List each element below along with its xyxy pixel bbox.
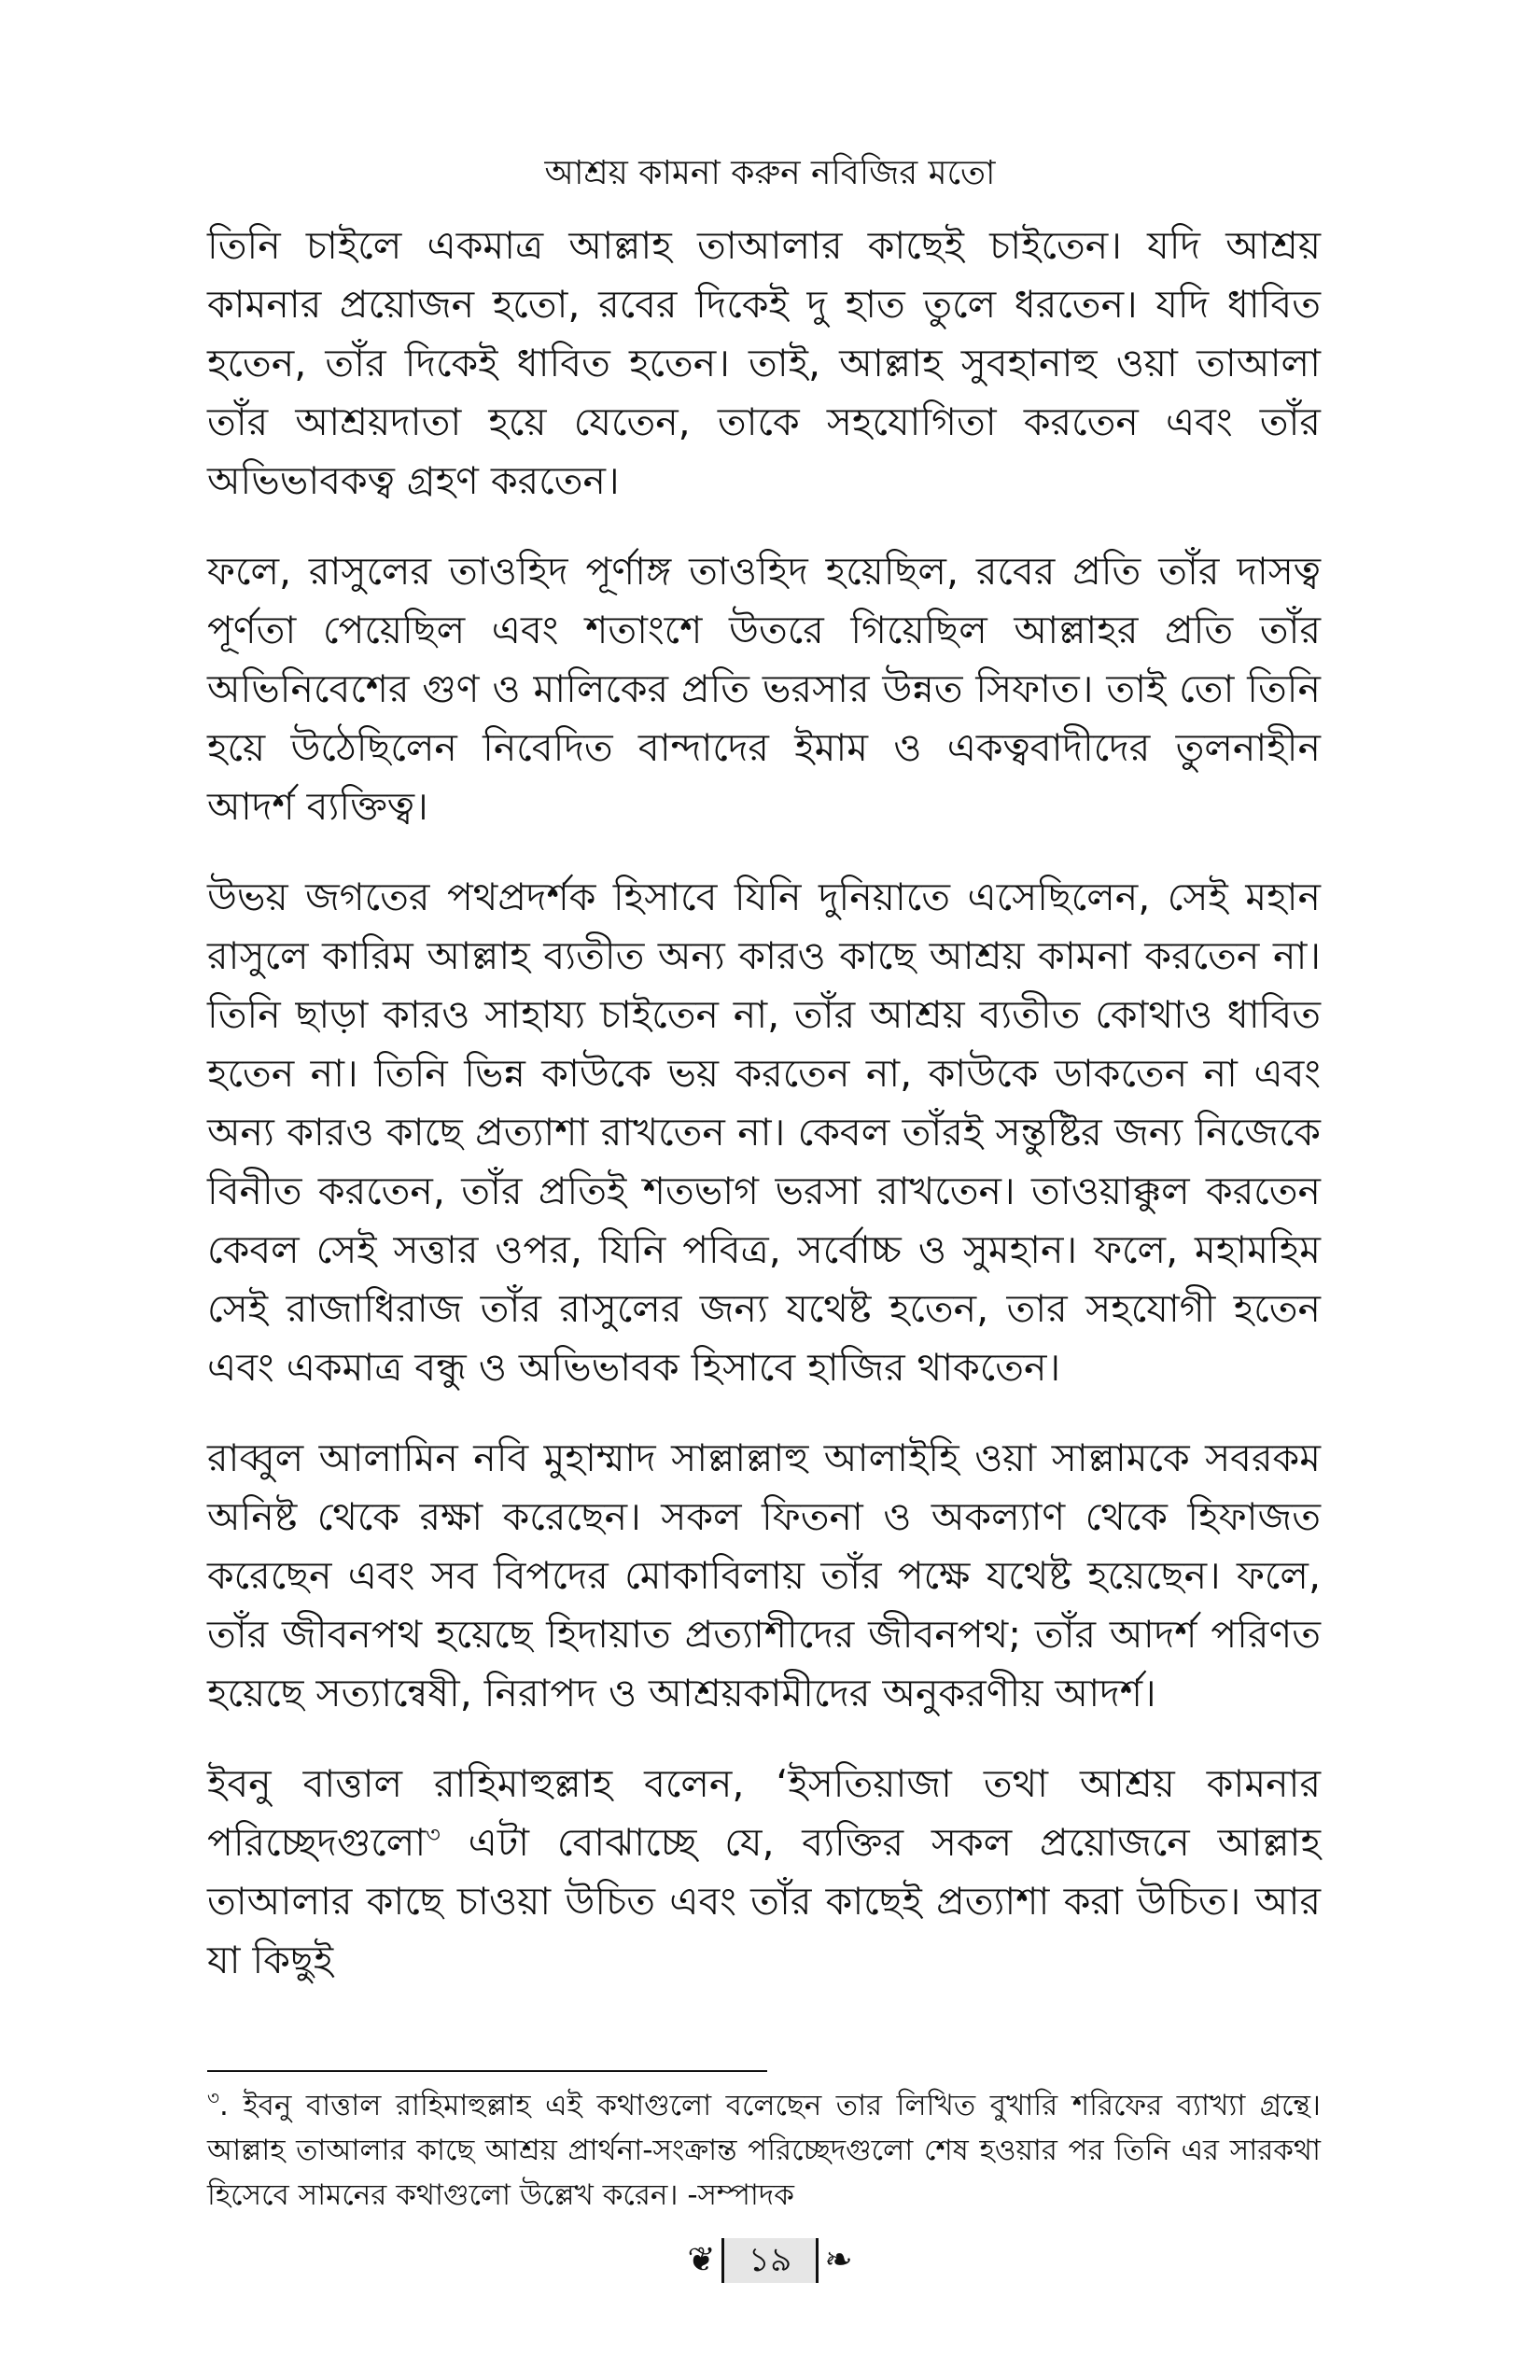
footnote-mark: ৩ bbox=[207, 2086, 220, 2109]
right-ornament-icon: ❧ bbox=[824, 2241, 853, 2279]
running-title: আশ্রয় কামনা করুন নবিজির মতো bbox=[544, 154, 996, 192]
footnote-reference[interactable]: ৩ bbox=[426, 1821, 441, 1848]
paragraph-5-text-b: এটা বোঝাচ্ছে যে, ব্যক্তির সকল প্রয়োজনে আল্লাহ তাআলার কাছে চাওয়া উচিত এবং তাঁর কাছেই প্রত্যাশা করা উচিত। আর যা কিছুই bbox=[207, 1820, 1321, 1982]
page-number: ১৯ bbox=[721, 2238, 819, 2283]
paragraph-1: তিনি চাইলে একমাত্র আল্লাহ তাআলার কাছেই চাইতেন। যদি আশ্রয় কামনার প্রয়োজন হতো, রবের দিকেই দু হাত তুলে ধরতেন। যদি ধাবিত হতেন, তাঁর দিকেই ধাবিত হতেন। তাই, আল্লাহ সুবহানাহু ওয়া তাআলা তাঁর আশ্রয়দাতা হয়ে যেতেন, তাকে সহযোগিতা করতেন এবং তাঁর অভিভাবকত্ব গ্রহণ করতেন। bbox=[207, 223, 1321, 503]
paragraph-5 bbox=[207, 1755, 1321, 1990]
footnote-text: . ইবনু বাত্তাল রাহিমাহুল্লাহ এই কথাগুলো বলেছেন তার লিখিত বুখারি শরিফের ব্যাখ্যা গ্রন্থে। আল্লাহ তাআলার কাছে আশ্রয় প্রার্থনা-সংক্রান্ত পরিচ্ছেদগুলো শেষ হওয়ার পর তিনি এর সারকথা হিসেবে সামনের কথাগুলো উল্লেখ করেন। -সম্পাদক bbox=[207, 2089, 1321, 2212]
page-header bbox=[0, 151, 1540, 196]
paragraph-5-text-a: ইবনু বাত্তাল রাহিমাহুল্লাহ বলেন, ‘ইসতিয়াজা তথা আশ্রয় কামনার পরিচ্ছেদগুলো bbox=[207, 1761, 1321, 1865]
page-number-block bbox=[0, 2238, 1540, 2283]
paragraph-4: রাব্বুল আলামিন নবি মুহাম্মাদ সাল্লাল্লাহু আলাইহি ওয়া সাল্লামকে সবরকম অনিষ্ট থেকে রক্ষা করেছেন। সকল ফিতনা ও অকল্যাণ থেকে হিফাজত করেছেন এবং সব বিপদের মোকাবিলায় তাঁর পক্ষে যথেষ্ট হয়েছেন। ফলে, তাঁর জীবনপথ হয়েছে হিদায়াত প্রত্যাশীদের জীবনপথ; তাঁর আদর্শ পরিণত হয়েছে সত্যান্বেষী, নিরাপদ ও আশ্রয়কামীদের অনুকরণীয় আদর্শ। bbox=[207, 1435, 1321, 1715]
paragraph-2: ফলে, রাসুলের তাওহিদ পূর্ণাঙ্গ তাওহিদ হয়েছিল, রবের প্রতি তাঁর দাসত্ব পূর্ণতা পেয়েছিল এবং শতাংশে উতরে গিয়েছিল আল্লাহর প্রতি তাঁর অভিনিবেশের গুণ ও মালিকের প্রতি ভরসার উন্নত সিফাত। তাই তো তিনি হয়ে উঠেছিলেন নিবেদিত বান্দাদের ইমাম ও একত্ববাদীদের তুলনাহীন আদর্শ ব্যক্তিত্ব। bbox=[207, 549, 1321, 829]
footnote-divider bbox=[207, 2070, 767, 2072]
left-ornament-icon: ❦ bbox=[687, 2241, 716, 2279]
paragraph-3: উভয় জগতের পথপ্রদর্শক হিসাবে যিনি দুনিয়াতে এসেছিলেন, সেই মহান রাসুলে কারিম আল্লাহ ব্যতীত অন্য কারও কাছে আশ্রয় কামনা করতেন না। তিনি ছাড়া কারও সাহায্য চাইতেন না, তাঁর আশ্রয় ব্যতীত কোথাও ধাবিত হতেন না। তিনি ভিন্ন কাউকে ভয় করতেন না, কাউকে ডাকতেন না এবং অন্য কারও কাছে প্রত্যাশা রাখতেন না। কেবল তাঁরই সন্তুষ্টির জন্য নিজেকে বিনীত করতেন, তাঁর প্রতিই শতভাগ ভরসা রাখতেন। তাওয়াক্কুল করতেন কেবল সেই সত্তার ওপর, যিনি পবিত্র, সর্বোচ্চ ও সুমহান। ফলে, মহামহিম সেই রাজাধিরাজ তাঁর রাসুলের জন্য যথেষ্ট হতেন, তার সহযোগী হতেন এবং একমাত্র বন্ধু ও অভিভাবক হিসাবে হাজির থাকতেন। bbox=[207, 875, 1322, 1390]
body-text bbox=[207, 217, 1321, 2022]
footnote bbox=[207, 2083, 1321, 2218]
